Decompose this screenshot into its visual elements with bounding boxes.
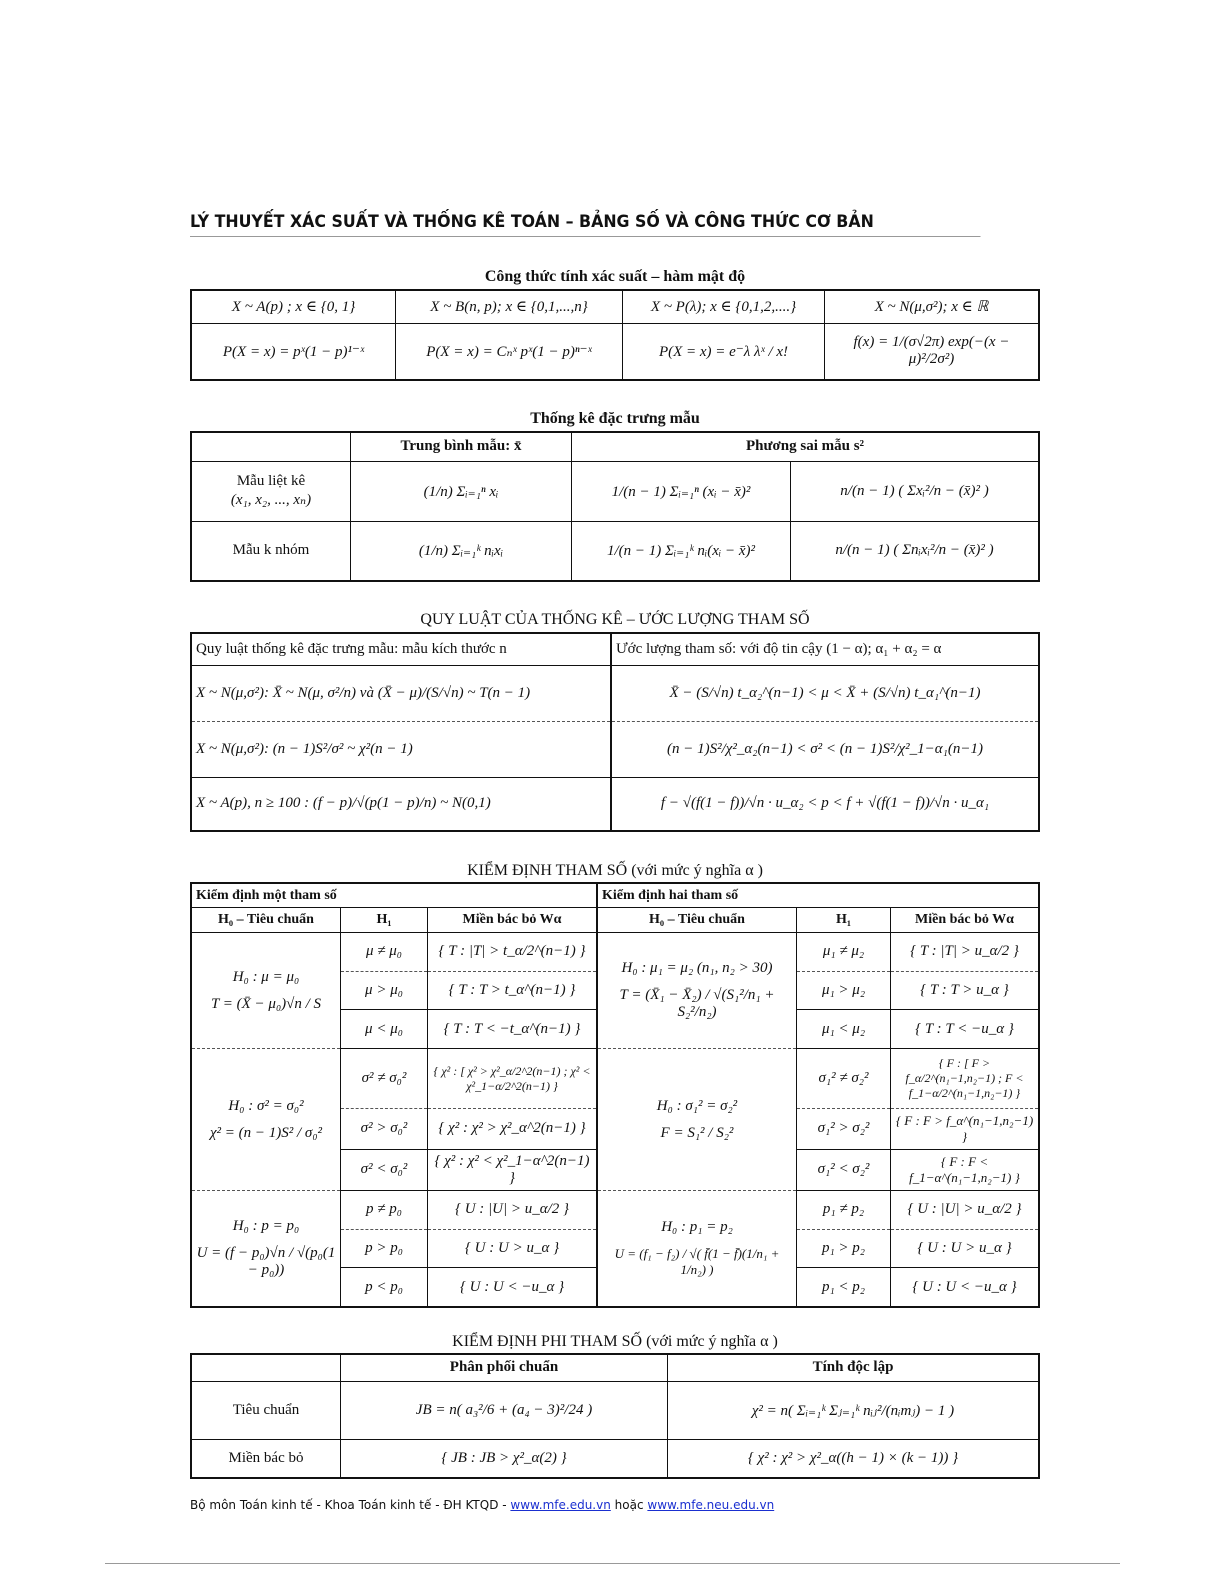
row-listed-sample: Mẫu liệt kê (x₁, x₂, ..., xₙ) (191, 461, 351, 521)
grouped-variance-2: n/(n − 1) ( Σnᵢxᵢ²/n − (x̄)² ) (791, 521, 1040, 581)
formula-poisson: P(X = x) = e⁻λ λˣ / x! (623, 323, 825, 380)
g2b-h0: H₀ : σ₁² = σ₂² F = S₁² / S₂² (597, 1049, 797, 1190)
dist-poisson: X ~ P(λ); x ∈ {0,1,2,....} (623, 290, 825, 323)
footer-link-neu[interactable]: www.mfe.neu.edu.vn (647, 1498, 775, 1512)
row-rejection: Miền bác bỏ (191, 1439, 341, 1478)
footer-link-mfe[interactable]: www.mfe.edu.vn (510, 1498, 611, 1512)
h-sample-laws: Quy luật thống kê đặc trưng mẫu: mẫu kích thước n (191, 633, 611, 665)
g1-h0: H₀ : μ = μ₀ T = (X̄ − μ₀)√n / S (191, 932, 341, 1049)
dist-normal: X ~ N(μ,σ²); x ∈ ℝ (825, 290, 1040, 323)
g3b-h0: H₀ : p₁ = p₂ U = (f₁ − f₂) / √( f̄(1 − f̄)(1/n₁ + 1/n₂) ) (597, 1190, 797, 1307)
col-independence: Tính độc lập (668, 1354, 1040, 1381)
col-sample-mean: Trung bình mẫu: x̄ (351, 432, 572, 461)
row-grouped-sample: Mẫu k nhóm (191, 521, 351, 581)
dist-binomial: X ~ B(n, p); x ∈ {0,1,...,n} (396, 290, 623, 323)
law-variance: X ~ N(μ,σ²): (n − 1)S²/σ² ~ χ²(n − 1) (191, 721, 611, 777)
jb-rejection: { JB : JB > χ²_α(2) } (341, 1439, 668, 1478)
g2-h0: H₀ : σ² = σ₀² χ² = (n − 1)S² / σ₀² (191, 1049, 341, 1190)
formula-binomial: P(X = x) = Cₙˣ pˣ(1 − p)ⁿ⁻ˣ (396, 323, 623, 380)
probability-table (190, 289, 1040, 381)
h-two-param: Kiểm định hai tham số (597, 883, 1039, 908)
formula-bernoulli: P(X = x) = pˣ(1 − p)¹⁻ˣ (191, 323, 396, 380)
chi2-rejection: { χ² : χ² > χ²_α((h − 1) × (k − 1)) } (668, 1439, 1040, 1478)
nonparametric-table (190, 1353, 1040, 1479)
sample-stats-table (190, 431, 1040, 582)
sec1-caption: Công thức tính xác suất – hàm mật độ (484, 268, 746, 285)
sec3-caption: QUY LUẬT CỦA THỐNG KÊ – ƯỚC LƯỢNG THAM SỐ (420, 611, 810, 628)
chi2-independence: χ² = n( Σᵢ₌₁ᵏ Σⱼ₌₁ᵏ nᵢⱼ²/(nᵢmⱼ) − 1 ) (668, 1381, 1040, 1439)
bottom-divider (105, 1563, 1120, 1564)
listed-variance-1: 1/(n − 1) Σᵢ₌₁ⁿ (xᵢ − x̄)² (572, 461, 791, 521)
g1b-h0: H₀ : μ₁ = μ₂ (n₁, n₂ > 30) T = (X̄₁ − X̄₂) / √(S₁²/n₁ + S₂²/n₂) (597, 932, 797, 1049)
sec4-caption: KIỂM ĐỊNH THAM SỐ (với mức ý nghĩa α ) (467, 862, 763, 879)
dist-bernoulli: X ~ A(p) ; x ∈ {0, 1} (191, 290, 396, 323)
sec2-caption: Thống kê đặc trưng mẫu (530, 410, 700, 427)
g3-h0: H₀ : p = p₀ U = (f − p₀)√n / √(p₀(1 − p₀)) (191, 1190, 341, 1307)
grouped-mean: (1/n) Σᵢ₌₁ᵏ nᵢxᵢ (351, 521, 572, 581)
estimation-table (190, 632, 1040, 832)
grouped-variance-1: 1/(n − 1) Σᵢ₌₁ᵏ nᵢ(xᵢ − x̄)² (572, 521, 791, 581)
page-title: LÝ THUYẾT XÁC SUẤT VÀ THỐNG KÊ TOÁN – BẢNG SỐ VÀ CÔNG THỨC CƠ BẢN (190, 212, 981, 237)
jb-statistic: JB = n( a₃²/6 + (a₄ − 3)²/24 ) (341, 1381, 668, 1439)
row-criterion: Tiêu chuẩn (191, 1381, 341, 1439)
col-sample-variance: Phương sai mẫu s² (572, 432, 1040, 461)
law-mean: X ~ N(μ,σ²): X̄ ~ N(μ, σ²/n) và (X̄ − μ)/(S/√n) ~ T(n − 1) (191, 665, 611, 721)
hypothesis-test-table: Kiểm định một tham số Kiểm định hai tham số H₀ – Tiêu chuẩn H₁ Miền bác bỏ Wα H₀ – Tiêu chuẩn H₁ Miền bác bỏ Wα H₀ : μ = μ₀ T = (X̄ − μ₀)√n / S μ ≠ μ₀ { T : |T| > t_α/2^(n−1) } H₀ : μ₁ = μ₂ (n₁, n₂ > 30) T = (X̄₁ − X̄₂) / √(S₁²/n₁ + S₂²/n₂) μ₁ ≠ μ₂ { T : |T| > u_α/2 } μ > μ₀ { T : T > t_α^(n−1) } μ₁ > μ₂ { T : T > u_α } μ < μ₀ { T : T < −t_α^(n−1) } μ₁ < μ₂ { T : T < −u_α } H₀ : σ² = σ₀² χ² = (n − 1)S² / σ₀² σ² ≠ σ₀² { χ² : [ χ² > χ²_α/2^2(n−1) ; χ² < χ²_1−α/2^2(n−1) } H₀ : σ₁² = σ₂² F = S₁² / S₂² σ₁² ≠ σ₂² { F : [ F > f_α/2^(n₁−1,n₂−1) ; F < f_1−α/2^(n₁−1,n₂−1) } σ² > σ₀² { χ² : χ² > χ²_α^2(n−1) } σ₁² > σ₂² { F : F > f_α^(n₁−1,n₂−1) } σ² < σ₀² { χ² : χ² < χ²_1−α^2(n−1) } σ₁² < σ₂² { F : F < f_1−α^(n₁−1,n₂−1) } H₀ : p = p₀ U = (f − p₀)√n / √(p₀(1 − p₀)) p ≠ p₀ { U : |U| > u_α/2 } H₀ : p₁ = p₂ U = (f₁ − f₂) / √( f̄(1 − f̄)(1/n₁ + 1/n₂) ) p₁ ≠ p₂ { U : |U| > u_α/2 } p > p₀ { U : U > u_α } p₁ > p₂ { U : U > u_α } p < p₀ { U : U < −u_α } p₁ < p₂ { U : U < −u_α } (190, 882, 1040, 1308)
ci-proportion: f − √(f(1 − f))/√n · u_α₂ < p < f + √(f(1 − f))/√n · u_α₁ (611, 777, 1039, 831)
ci-mean: X̄ − (S/√n) t_α₂^(n−1) < μ < X̄ + (S/√n) t_α₁^(n−1) (611, 665, 1039, 721)
ci-variance: (n − 1)S²/χ²_α₂(n−1) < σ² < (n − 1)S²/χ²_1−α₁(n−1) (611, 721, 1039, 777)
sec5-caption: KIỂM ĐỊNH PHI THAM SỐ (với mức ý nghĩa α ) (452, 1333, 778, 1350)
col-normality: Phân phối chuẩn (341, 1354, 668, 1381)
footer: Bộ môn Toán kinh tế - Khoa Toán kinh tế - ĐH KTQD - www.mfe.edu.vn hoặc www.mfe.neu.edu.vn (190, 1498, 775, 1512)
law-proportion: X ~ A(p), n ≥ 100 : (f − p)/√(p(1 − p)/n) ~ N(0,1) (191, 777, 611, 831)
formula-normal: f(x) = 1/(σ√2π) exp(−(x − μ)²/2σ²) (825, 323, 1040, 380)
h-one-param: Kiểm định một tham số (191, 883, 597, 908)
listed-variance-2: n/(n − 1) ( Σxᵢ²/n − (x̄)² ) (791, 461, 1040, 521)
listed-mean: (1/n) Σᵢ₌₁ⁿ xᵢ (351, 461, 572, 521)
h-parameter-estimation: Ước lượng tham số: với độ tin cậy (1 − α); α₁ + α₂ = α (611, 633, 1039, 665)
